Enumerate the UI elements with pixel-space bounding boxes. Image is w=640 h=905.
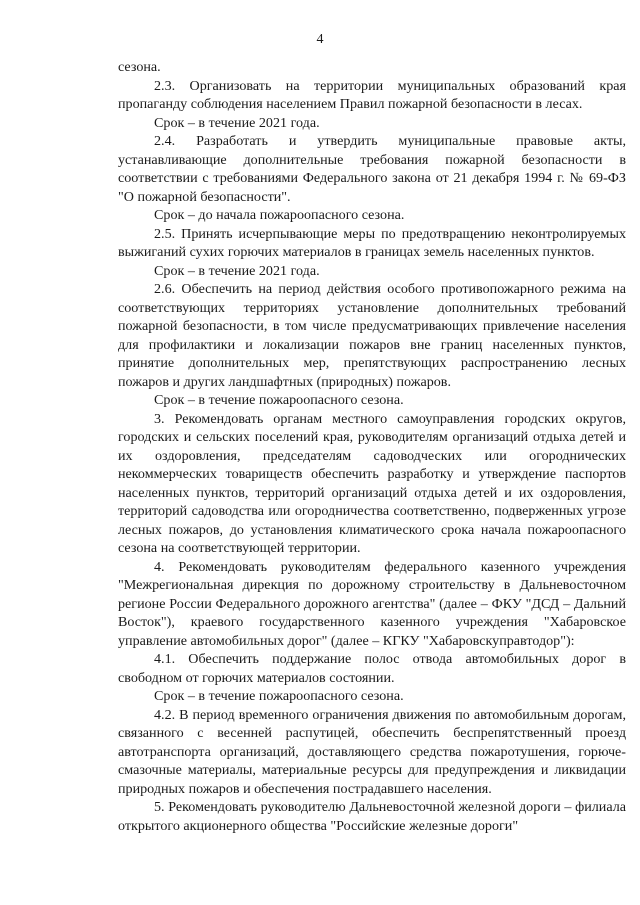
paragraph: 4.2. В период временного ограничения движения по автомобильным дорогам, связанного с весенней распутицей, обеспечить беспрепятственный проезд автотранспорта организаций, доставляющего средства пожаротушения, горюче-смазочные материалы, материальные ресурсы для предупреждения и ликвидации природных пожаров и обеспечения пострадавшего населения. <box>118 706 626 797</box>
paragraph: 4. Рекомендовать руководителям федерального казенного учреждения "Межрегиональная дирекция по дорожному строительству в Дальневосточном регионе России Федерального дорожного агентства" (далее – ФКУ "ДСД – Дальний Восток"), краевого государственного казенного учреждения "Хабаровское управление автомобильных дорог" (далее – КГКУ "Хабаровскуправтодор"): <box>118 558 626 649</box>
paragraph: сезона. <box>118 59 161 75</box>
document-body <box>118 58 626 835</box>
paragraph: 5. Рекомендовать руководителю Дальневосточной железной дороги – филиала открытого акционерного общества "Российские железные дороги" <box>118 799 626 834</box>
paragraph: 2.3. Организовать на территории муниципальных образований края пропаганду соблюдения населением Правил пожарной безопасности в лесах. <box>118 77 626 112</box>
paragraph: Срок – в течение пожароопасного сезона. <box>154 688 404 704</box>
paragraph: 2.5. Принять исчерпывающие меры по предотвращению неконтролируемых выжиганий сухих горючих материалов в границах земель населенных пунктов. <box>118 225 626 260</box>
paragraph: Срок – в течение 2021 года. <box>154 114 320 131</box>
paragraph: 3. Рекомендовать органам местного самоуправления городских округов, городских и сельских поселений края, руководителям организаций отдыха детей и их оздоровления, председателям садоводческих или огороднических некоммерческих товариществ обеспечить разработку и утверждение паспортов населенных пунктов, территорий организаций отдыха детей и их оздоровления, территорий садоводства или огородничества соответственно, подверженных угрозе лесных пожаров, до установления климатического срока начала пожароопасного сезона на соответствующей территории. <box>118 410 626 556</box>
paragraph: Срок – в течение 2021 года. <box>154 262 320 279</box>
paragraph: Срок – до начала пожароопасного сезона. <box>154 207 405 223</box>
paragraph: Срок – в течение пожароопасного сезона. <box>154 392 404 408</box>
paragraph: 2.4. Разработать и утвердить муниципальные правовые акты, устанавливающие дополнительные требования пожарной безопасности в соответствии с требованиями Федерального закона от 21 декабря 1994 г. № 69-ФЗ "О пожарной безопасности". <box>118 133 626 205</box>
page-number: 4 <box>316 32 324 47</box>
paragraph: 2.6. Обеспечить на период действия особого противопожарного режима на соответствующих территориях установление дополнительных требований пожарной безопасности, в том числе предусматривающих привлечение населения для профилактики и локализации пожаров вне границ населенных пунктов, принятие дополнительных мер, препятствующих распространению лесных пожаров и других ландшафтных (природных) пожаров. <box>118 281 626 390</box>
paragraph: 4.1. Обеспечить поддержание полос отвода автомобильных дорог в свободном от горючих материалов состоянии. <box>118 651 626 686</box>
